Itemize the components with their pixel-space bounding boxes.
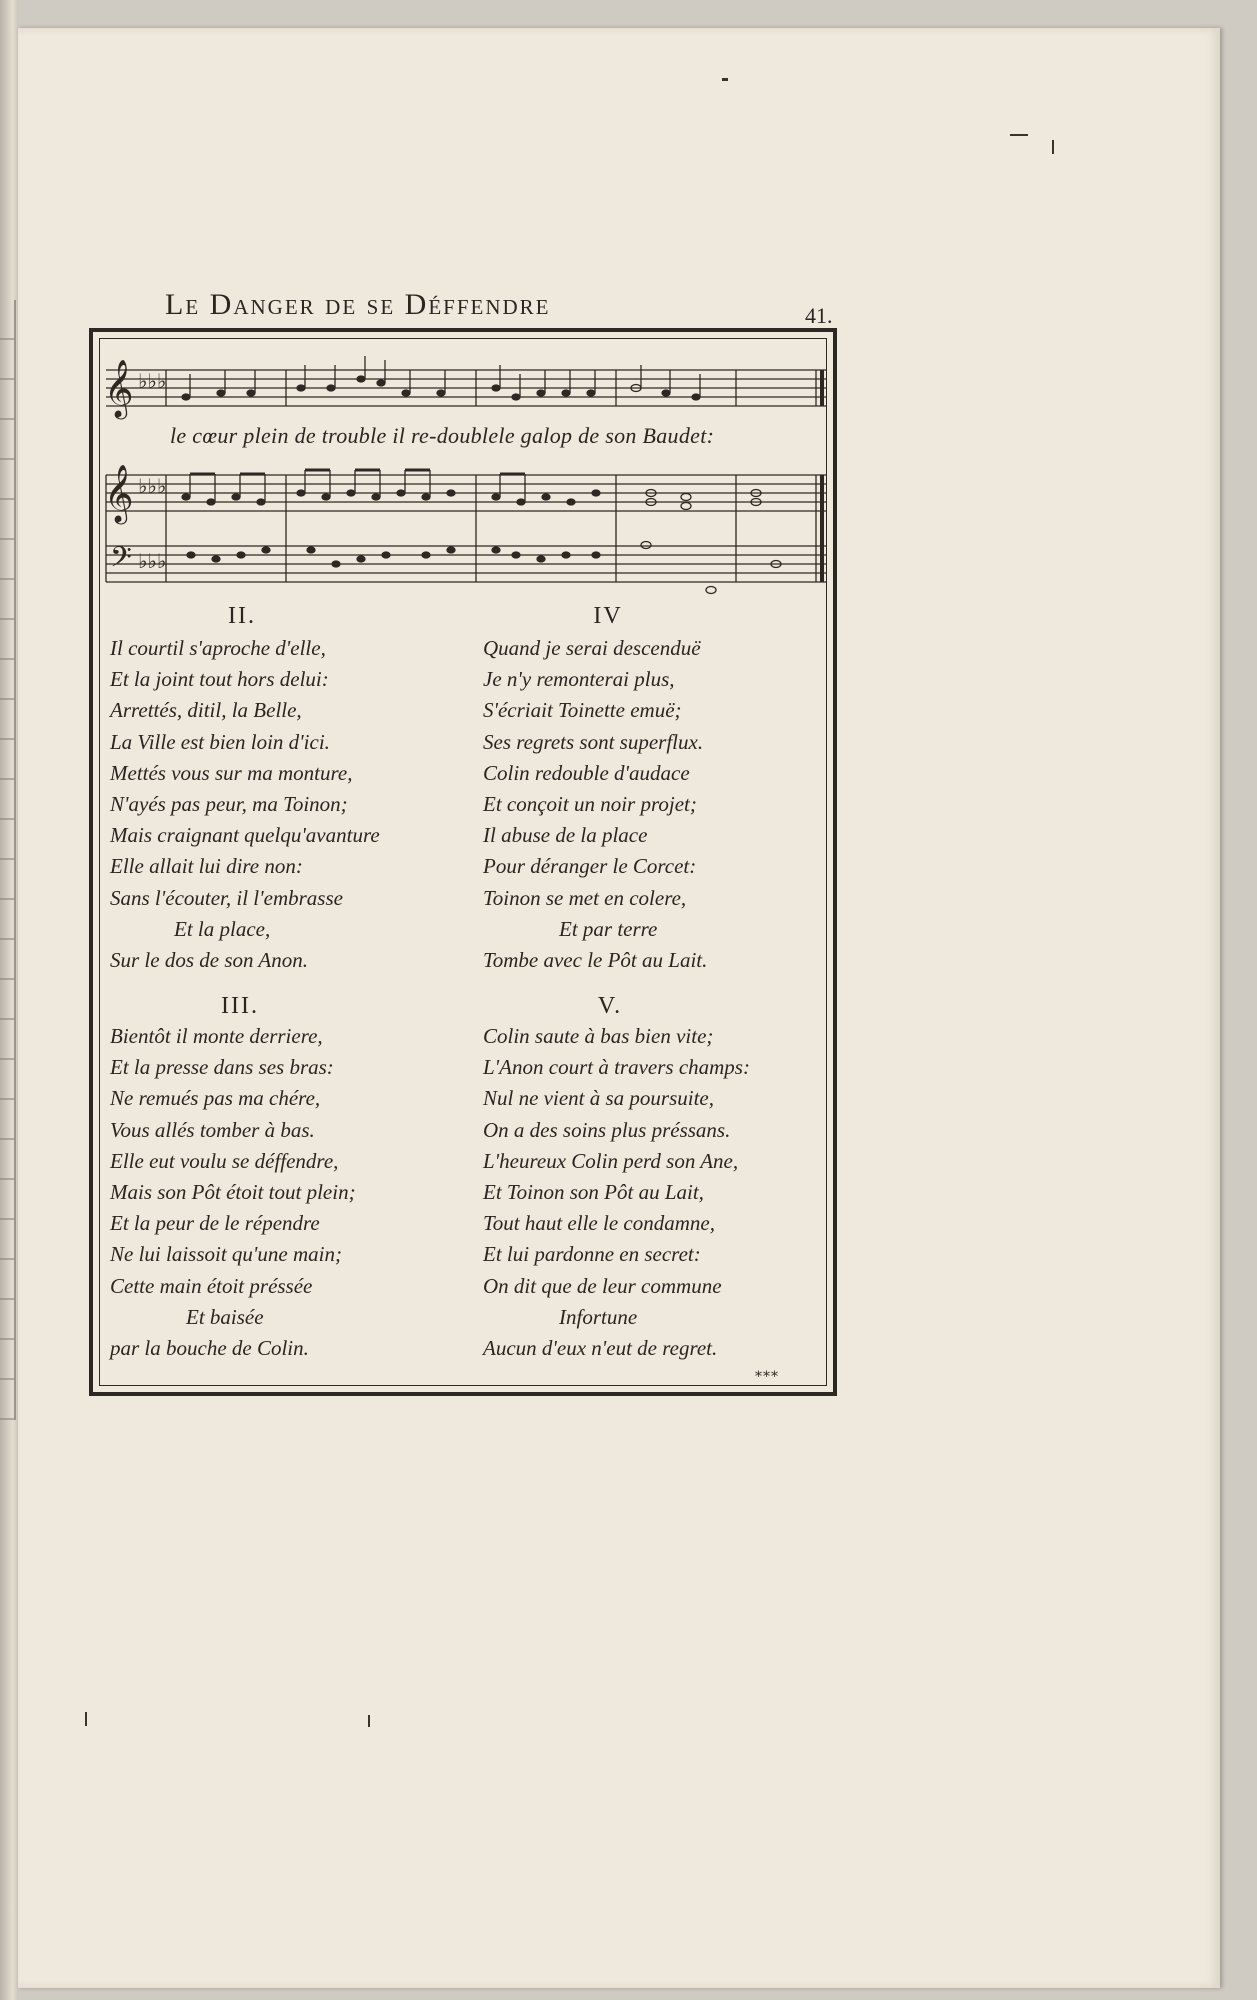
- verse-line: Il abuse de la place: [483, 823, 648, 848]
- verse-line: Tout haut elle le condamne,: [483, 1211, 715, 1236]
- verse-line: Et la place,: [174, 916, 271, 941]
- verse-line: Je n'y remonterai plus,: [483, 667, 675, 692]
- verse-line: On a des soins plus préssans.: [483, 1117, 731, 1142]
- ornament-stars: ***: [755, 1369, 779, 1385]
- verse-line: Tombe avec le Pôt au Lait.: [483, 947, 708, 972]
- verse-line: Et conçoit un noir projet;: [483, 791, 697, 816]
- stanza-3: [110, 1021, 445, 1364]
- bass-notes: [187, 542, 781, 594]
- paper-speck: [722, 78, 728, 81]
- verse-line: Mais craignant quelqu'avanture: [110, 823, 380, 848]
- stanza-2: [110, 633, 445, 976]
- verse-line: Toinon se met en colere,: [483, 885, 687, 910]
- verse-line: Infortune: [559, 1304, 638, 1329]
- verse-line: Ne remués pas ma chére,: [110, 1086, 321, 1111]
- stanza-number: II.: [228, 603, 256, 629]
- verse-line: Il courtil s'aproche d'elle,: [110, 636, 326, 660]
- accompaniment-treble-staff: [106, 475, 826, 511]
- verse-line: Pour déranger le Corcet:: [483, 854, 697, 879]
- verse-line: Nul ne vient à sa poursuite,: [483, 1086, 714, 1111]
- paper-speck: [1010, 134, 1028, 136]
- verse-line: L'Anon court à travers champs:: [483, 1055, 750, 1080]
- music-lyric-line: le cœur plein de trouble il re-doublele galop de son Baudet:: [170, 423, 715, 448]
- bass-clef-icon: 𝄢: [110, 541, 132, 581]
- verse-line: Et lui pardonne en secret:: [483, 1242, 701, 1267]
- accompaniment-barlines: [106, 475, 822, 582]
- treble-clef-icon-2: 𝄞: [104, 464, 134, 522]
- song-title: Le Danger de se Déffendre: [165, 288, 551, 321]
- verse-line: Arrettés, ditil, la Belle,: [110, 698, 302, 723]
- svg-text:♭♭♭: ♭♭♭: [138, 549, 167, 573]
- verse-line: Sur le dos de son Anon.: [110, 947, 308, 972]
- stanza-number: V.: [597, 993, 623, 1019]
- verse-line: Elle allait lui dire non:: [110, 854, 303, 879]
- verse-line: Aucun d'eux n'eut de regret.: [483, 1335, 718, 1360]
- stanza-5: [483, 1021, 818, 1364]
- verse-line: Mettés vous sur ma monture,: [110, 760, 353, 785]
- verse-line: Et Toinon son Pôt au Lait,: [483, 1179, 704, 1204]
- verse-line: N'ayés pas peur, ma Toinon;: [110, 791, 348, 816]
- paper-speck: [85, 1712, 87, 1726]
- adjacent-page-music-strip: [0, 300, 16, 1420]
- treble-clef-icon: 𝄞: [104, 359, 134, 417]
- svg-text:♭♭♭: ♭♭♭: [138, 474, 167, 498]
- stanza-4: [483, 633, 818, 976]
- verse-line: Bientôt il monte derriere,: [110, 1024, 323, 1048]
- verse-line: Cette main étoit préssée: [110, 1273, 313, 1298]
- svg-text:♭♭♭: ♭♭♭: [138, 369, 167, 393]
- verse-line: Et baisée: [186, 1304, 264, 1329]
- verse-line: L'heureux Colin perd son Ane,: [483, 1148, 739, 1173]
- verse-line: Sans l'écouter, il l'embrasse: [110, 885, 343, 910]
- verse-line: On dit que de leur commune: [483, 1273, 722, 1298]
- verse-line: Et la joint tout hors delui:: [110, 667, 329, 692]
- verse-line: Ne lui laissoit qu'une main;: [110, 1242, 342, 1267]
- verse-line: La Ville est bien loin d'ici.: [110, 729, 330, 754]
- verse-line: Ses regrets sont superflux.: [483, 729, 704, 754]
- verse-line: Et par terre: [559, 916, 658, 941]
- paper-speck: [1052, 140, 1054, 154]
- verse-line: Vous allés tomber à bas.: [110, 1117, 315, 1142]
- verse-line: par la bouche de Colin.: [110, 1335, 309, 1360]
- verse-line: Colin saute à bas bien vite;: [483, 1024, 714, 1048]
- verse-line: Elle eut voulu se déffendre,: [110, 1148, 339, 1173]
- verse-line: Et la peur de le répendre: [110, 1211, 320, 1236]
- verse-line: S'écriait Toinette emuë;: [483, 698, 682, 723]
- verse-line: Mais son Pôt étoit tout plein;: [110, 1179, 356, 1204]
- melody-notes: [182, 356, 700, 400]
- verse-line: Et la presse dans ses bras:: [110, 1055, 334, 1080]
- paper-speck: [368, 1715, 370, 1727]
- page-number: 41.: [805, 303, 833, 328]
- stanza-number: III.: [221, 993, 259, 1019]
- verse-line: Colin redouble d'audace: [483, 760, 690, 785]
- bass-staff: [106, 546, 826, 582]
- verse-line: Quand je serai descenduë: [483, 636, 701, 660]
- stanza-number: IV: [593, 603, 623, 629]
- music-score: [96, 350, 836, 610]
- melody-staff: [106, 370, 826, 406]
